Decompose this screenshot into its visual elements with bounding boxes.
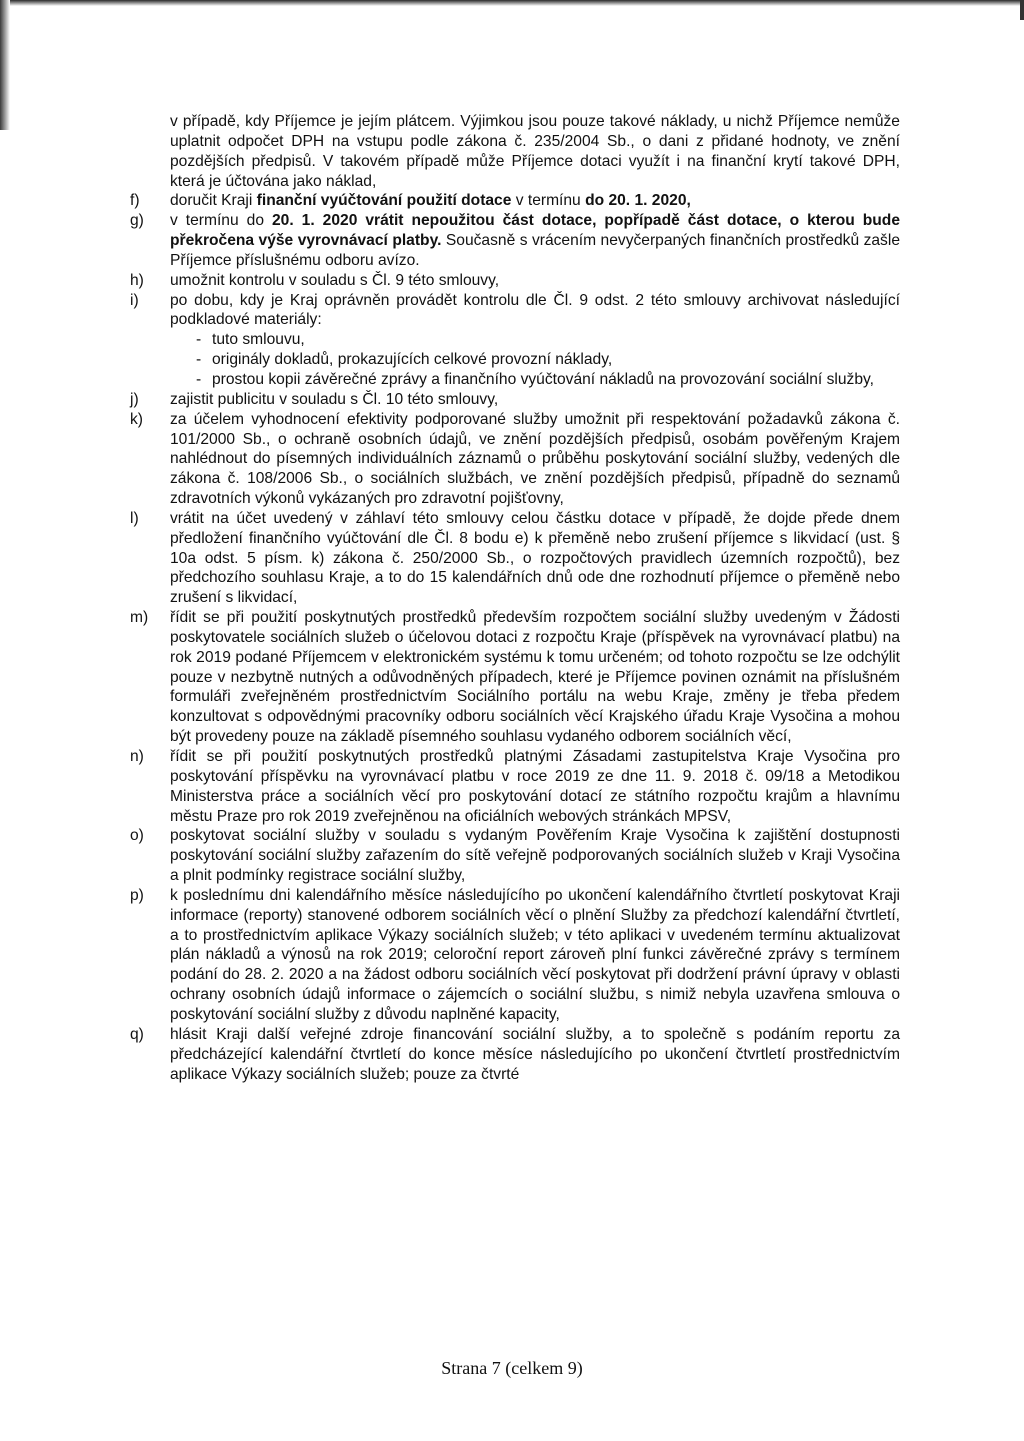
item-i-text: po dobu, kdy je Kraj oprávněn provádět kontrolu dle Čl. 9 odst. 2 této smlouvy archivovat následující podkladové materiály: [170,291,900,329]
item-n-text: řídit se při použití poskytnutých prostředků platnými Zásadami zastupitelstva Kraje Vysočina pro poskytování příspěvku na vyrovnávací platbu v roce 2019 ze dne 11. 9. 2018 č. 09/18 a Metodikou Ministerstva práce a sociálních věcí pro poskytování dotací ze státního rozpočtu krajům a hlavnímu městu Praze pro rok 2019 zveřejněnou na oficiálních webových stránkách MPSV, [170,748,900,825]
item-m-label: m) [130,609,149,627]
intro-text: v případě, kdy Příjemce je jejím plátcem. Výjimkou jsou pouze takové náklady, u nichž Příjemce nemůže uplatnit odpočet DPH na vstupu podle zákona č. 235/2004 Sb., o dani z přidané hodnoty, ve znění pozdějších předpisů. V takovém případě může Příjemce dotaci využít i na finanční krytí takové DPH, která je účtována jako náklad, [170,113,900,190]
item-f-text-2: v termínu [511,192,586,210]
item-o-label: o) [130,827,144,845]
item-i-subitem-text: originály dokladů, prokazujících celkové provozní náklady, [212,351,613,369]
item-j-label: j) [130,390,139,408]
item-p-label: p) [130,886,144,904]
item-p-text: k poslednímu dni kalendářního měsíce následujícího po ukončení kalendářního čtvrtletí poskytovat Kraji informace (reporty) stanovené odborem sociálních věcí o plnění Služby za předchozí kalendářní čtvrtletí, a to prostřednictvím aplikace Výkazy sociálních služeb; v této aplikaci v uvedeném termínu aktualizovat plán nákladů a výnosů na rok 2019; celoroční report zároveň plní funkci závěrečné zprávy s termínem podání do 28. 2. 2020 a na žádost odboru sociálních věcí poskytovat při dodržení právní úpravy v oblasti ochrany osobních údajů informace o zájemcích o sociální službu, s nimiž nebyla uzavřena smlouva o poskytování sociální služby z důvodu naplněné kapacity, [170,886,900,1023]
item-f-bold-1: finanční vyúčtování použití dotace [256,192,512,210]
item-g-text-1: v termínu do [170,212,272,230]
item-n [130,747,900,826]
item-o [130,826,900,886]
item-g-text-2: Současně s vrácením nevyčerpaných finančních prostředků zašle Příjemce příslušnému odboru avízo. [170,232,900,269]
item-l-label: l) [130,509,139,527]
item-i [130,291,900,331]
item-f-bold-2: do 20. 1. 2020, [585,192,691,210]
item-j [130,390,900,410]
scan-edge-left [0,0,10,130]
item-q-label: q) [130,1025,144,1043]
item-q [130,1025,900,1085]
item-p [130,886,900,1025]
scan-edge-top [0,0,1024,6]
item-f-text-1: doručit Kraji [170,192,257,210]
item-i-label: i) [130,291,139,309]
intro-paragraph [130,112,900,191]
item-k-text: za účelem vyhodnocení efektivity podporované služby umožnit při respektování požadavků zákona č. 101/2000 Sb., o ochraně osobních údajů, ve znění pozdějších předpisů, osobám pověřeným Krajem nahlédnout do písemných individuálních záznamů o průběhu poskytování sociální služby, vedených dle zákona č. 108/2006 Sb., o sociálních službách, ve znění pozdějších předpisů, případně do seznamů zdravotních výkonů vykázaných pro zdravotní pojišťovny, [170,410,900,508]
item-j-text: zajistit publicitu v souladu s Čl. 10 této smlouvy, [170,390,499,408]
document-page [130,112,900,1084]
item-i-subitem-text: prostou kopii závěrečné zprávy a finančního vyúčtování nákladů na provozování sociální služby, [212,370,874,388]
item-k-label: k) [130,410,143,428]
item-g [130,211,900,271]
item-i-subitem: - originály dokladů, prokazujících celkové provozní náklady, [196,351,613,369]
item-i-subitem: - tuto smlouvu, [196,331,305,349]
item-n-label: n) [130,748,144,765]
item-i-subitem: - prostou kopii závěrečné zprávy a finančního vyúčtování nákladů na provozování sociální služby, [196,370,874,388]
item-h [130,271,900,291]
item-m [130,608,900,747]
item-l [130,509,900,608]
page-footer: Strana 7 (celkem 9) [441,1358,583,1378]
item-m-text: řídit se při použití poskytnutých prostředků především rozpočtem sociální služby uvedeným v Žádosti poskytovatele sociálních služeb o účelovou dotaci z rozpočtu Kraje (příspěvek na vyrovnávací platbu) na rok 2019 podané Příjemcem v elektronickém systému k tomu určeném; od tohoto rozpočtu se lze odchýlit pouze v nezbytně nutných a odůvodněných případech, které je Příjemce povinen oznámit na příslušném formuláři zveřejněném prostřednictvím Sociálního portálu na webu Kraje, změny je třeba předem konzultovat s odpovědnými pracovníky odboru sociálních věcí Krajského úřadu Kraje Vysočina a mohou být provedeny pouze na základě písemného souhlasu vydaného odborem sociálních věcí, [170,609,900,746]
item-f [130,191,900,211]
item-q-text: hlásit Kraji další veřejné zdroje financování sociální služby, a to společně s podáním reportu za předcházející kalendářní čtvrtletí do konce měsíce následujícího po ukončení čtvrtletí prostřednictvím aplikace Výkazy sociálních služeb; pouze za čtvrté [170,1025,900,1083]
item-l-text: vrátit na účet uvedený v záhlaví této smlouvy celou částku dotace v případě, že dojde přede dnem předložení finančního vyúčtování dle Čl. 8 bodu e) k přeměně nebo zrušení příjemce s likvidací (ust. § 10a odst. 5 písm. k) zákona č. 250/2000 Sb., o rozpočtových pravidlech územních rozpočtů), bez předchozího souhlasu Kraje, a to do 15 kalendářních dnů ode dne rozhodnutí příjemce o přeměně nebo zrušení s likvidací, [170,509,900,607]
item-o-text: poskytovat sociální služby v souladu s vydaným Pověřením Kraje Vysočina k zajištění dostupnosti poskytování sociální služby zařazením do sítě veřejně podporovaných sociálních služeb v Kraji Vysočina a plnit podmínky registrace sociální služby, [170,827,900,885]
item-h-label: h) [130,271,144,289]
item-k [130,410,900,509]
item-g-label: g) [130,212,144,230]
item-i-subitem-text: tuto smlouvu, [212,331,305,349]
item-h-text: umožnit kontrolu v souladu s Čl. 9 této smlouvy, [170,271,500,289]
scan-edge-right [1020,0,1024,20]
item-g-bold-1: 20. 1. 2020 vrátit nepoužitou část dotace, popřípadě část dotace, o kterou bude překročena výše vyrovnávací platby. [170,212,900,250]
item-f-label: f) [130,192,140,210]
